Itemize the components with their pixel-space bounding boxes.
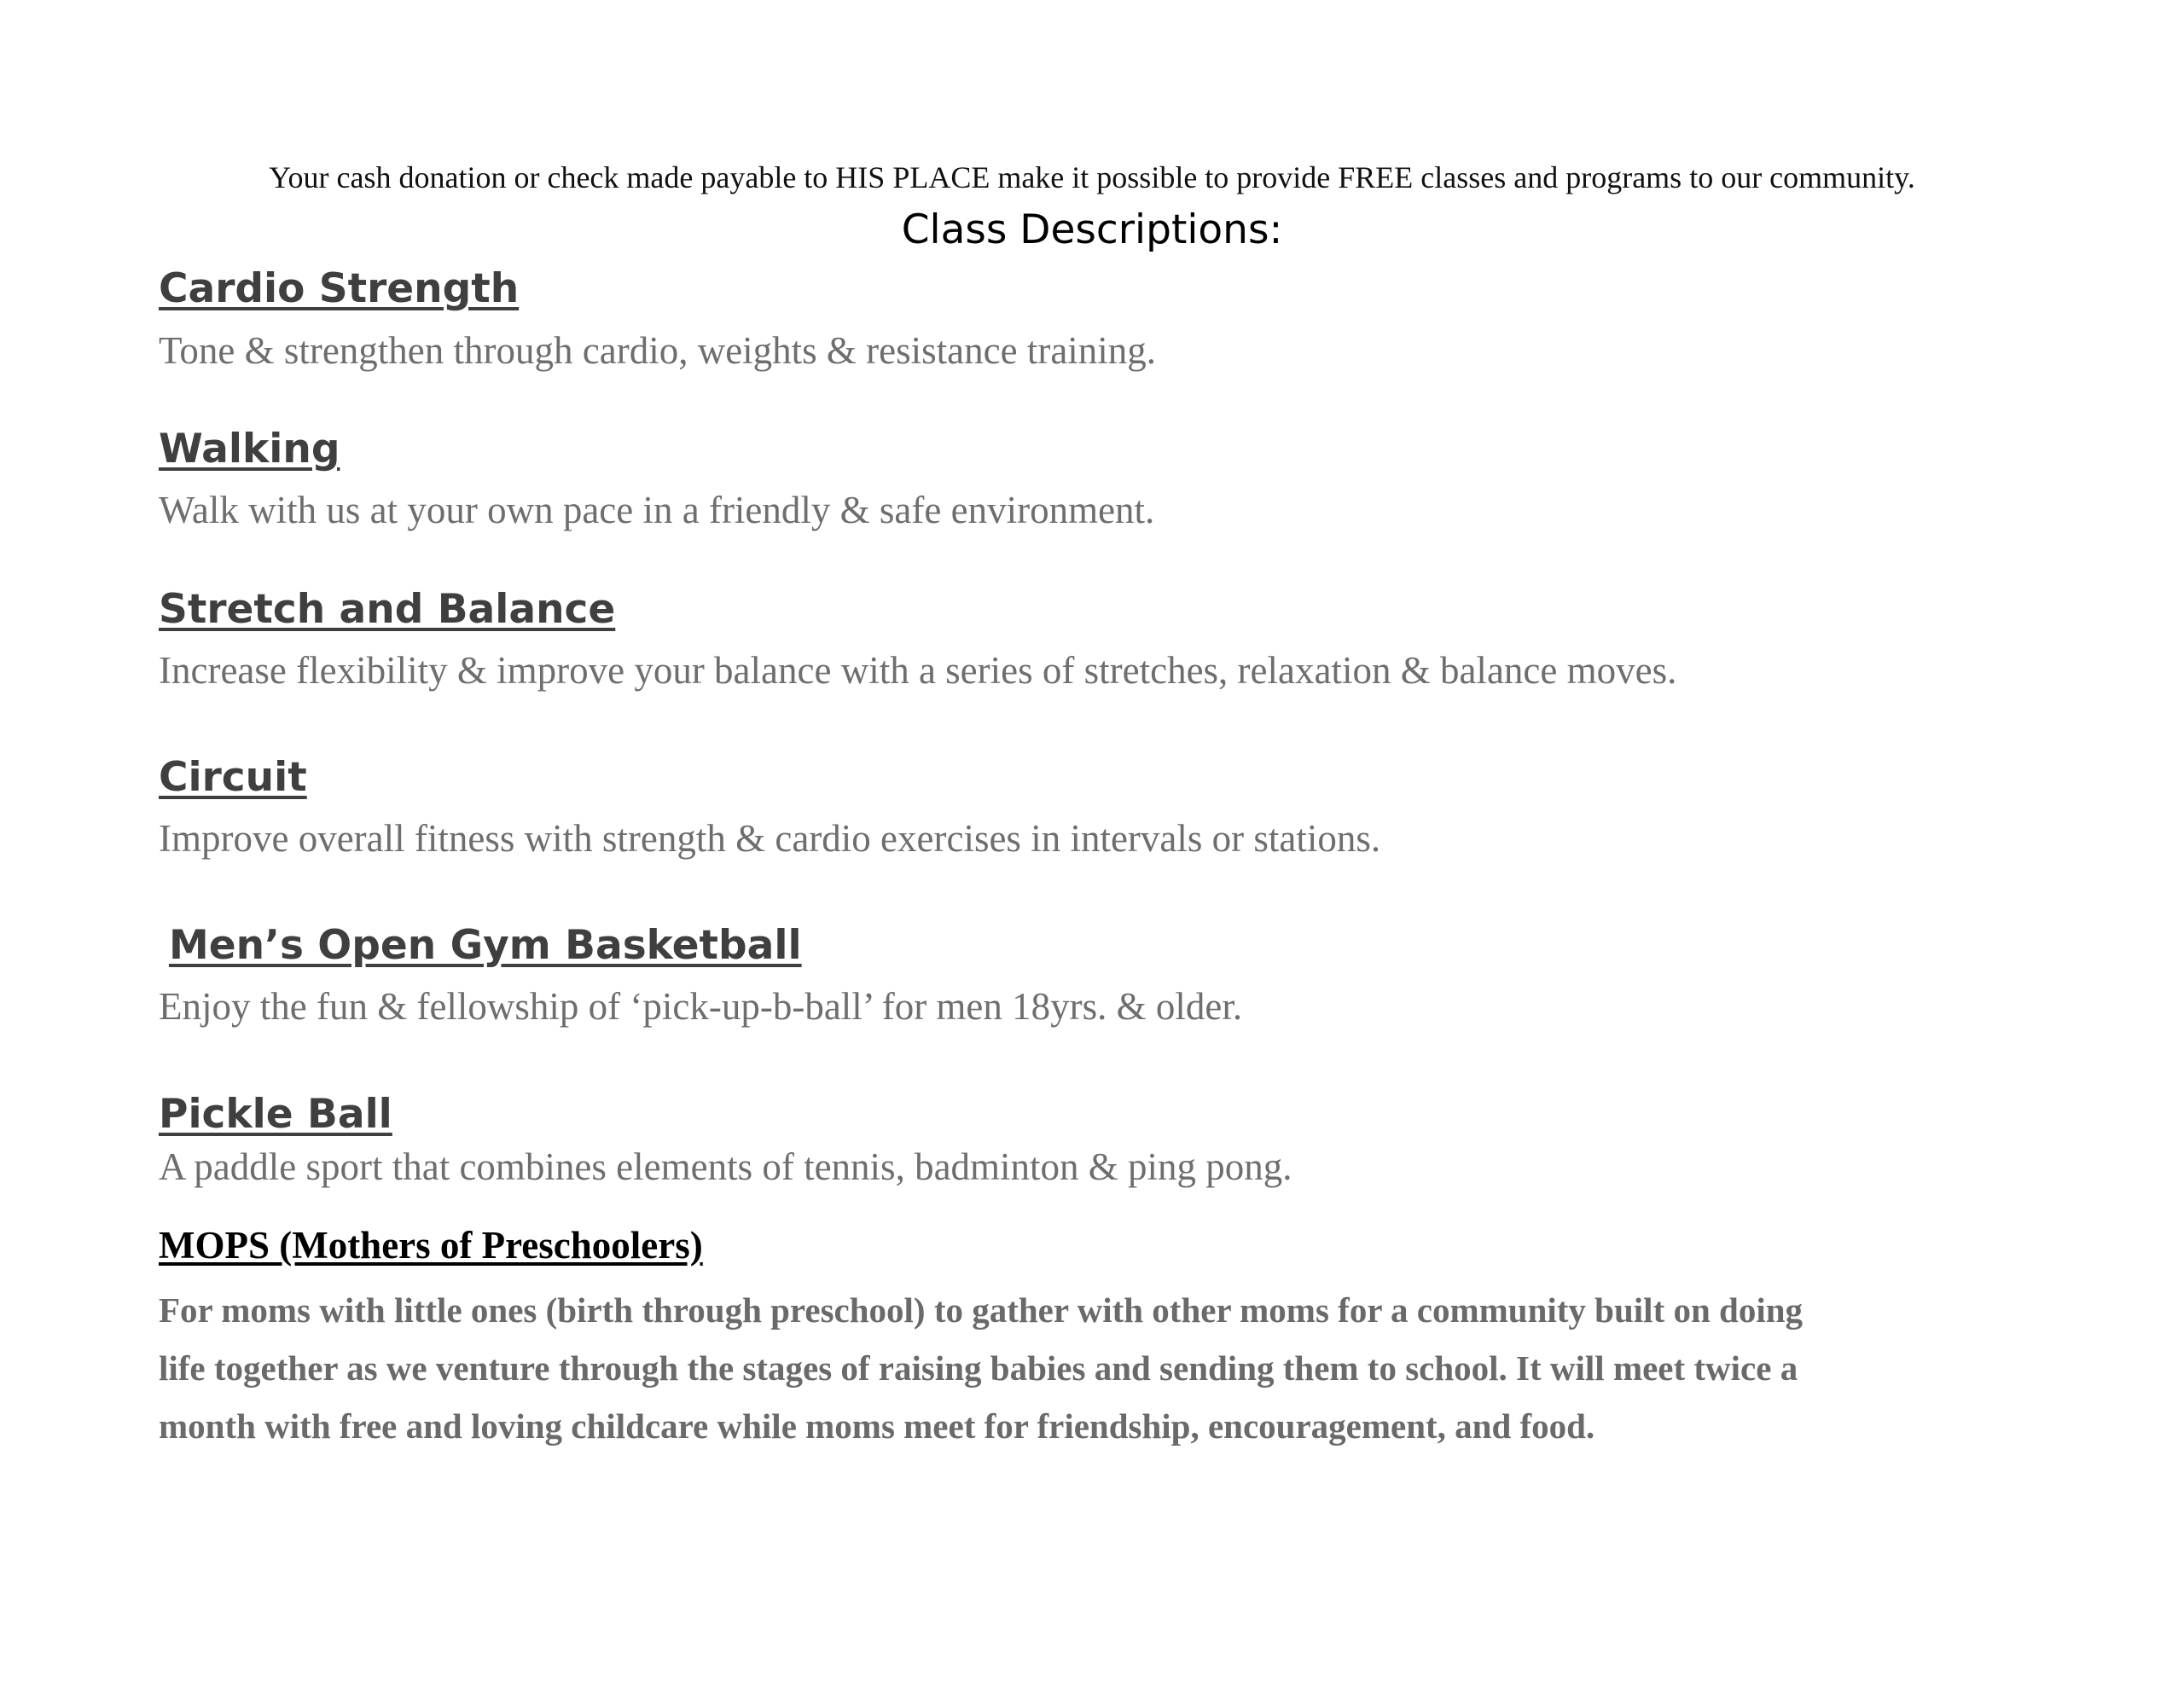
class-description-mens-open-gym-basketball: Enjoy the fun & fellowship of ‘pick-up-b-ball’ for men 18yrs. & older. [159, 985, 1243, 1028]
mops-description-line: For moms with little ones (birth through preschool) to gather with other moms for a community built on doing [159, 1290, 1804, 1330]
donation-note: Your cash donation or check made payable to HIS PLACE make it possible to provide FREE classes and programs to our community. [269, 160, 1915, 194]
mops-description-line: month with free and loving childcare while moms meet for friendship, encouragement, and food. [159, 1406, 1595, 1446]
class-description-circuit: Improve overall fitness with strength & cardio exercises in intervals or stations. [159, 817, 1381, 860]
class-heading-cardio-strength: Cardio Strength [159, 265, 520, 312]
class-heading-circuit: Circuit [159, 754, 307, 801]
class-description-pickle-ball: A paddle sport that combines elements of tennis, badminton & ping pong. [159, 1145, 1292, 1188]
class-heading-mens-open-gym-basketball: Men’s Open Gym Basketball [169, 922, 802, 969]
class-heading-pickle-ball: Pickle Ball [159, 1091, 392, 1138]
mops-heading: MOPS (Mothers of Preschoolers) [159, 1224, 703, 1267]
class-heading-walking: Walking [159, 426, 340, 472]
class-description-walking: Walk with us at your own pace in a friendly & safe environment. [159, 489, 1155, 531]
class-description-cardio-strength: Tone & strengthen through cardio, weights & resistance training. [159, 329, 1157, 372]
mops-description [159, 1281, 2036, 1455]
page-title: Class Descriptions: [901, 206, 1283, 253]
class-description-stretch-and-balance: Increase flexibility & improve your balance with a series of stretches, relaxation & balance moves. [159, 649, 1677, 692]
mops-description-line: life together as we venture through the stages of raising babies and sending them to school. It will meet twice a [159, 1348, 1798, 1388]
class-heading-stretch-and-balance: Stretch and Balance [159, 586, 616, 633]
